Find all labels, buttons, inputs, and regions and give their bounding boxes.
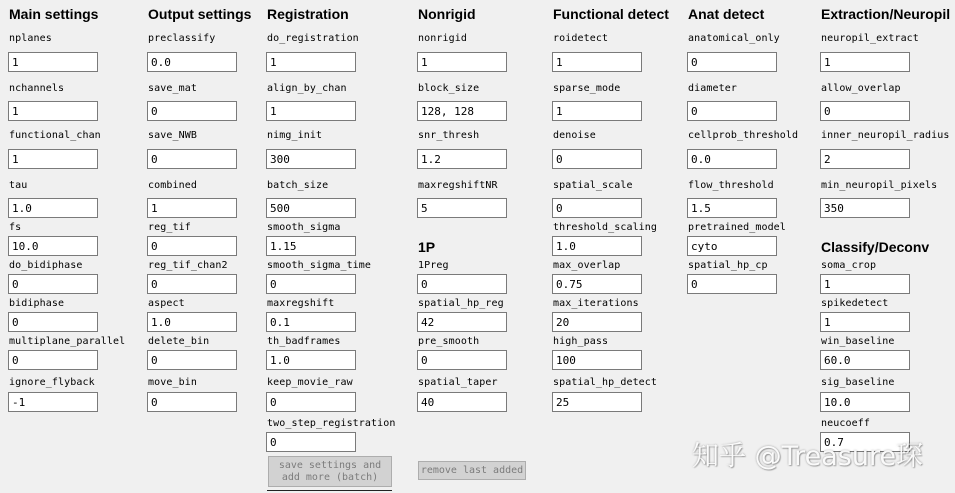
output-settings-heading: Output settings (148, 6, 252, 22)
maxregshift-input[interactable] (266, 312, 356, 332)
do-bidiphase-input[interactable] (8, 274, 98, 294)
multiplane-parallel-input[interactable] (8, 350, 98, 370)
flow-threshold-label: flow_threshold (688, 180, 774, 191)
neucoeff-label: neucoeff (821, 418, 870, 429)
remove-last-added-button[interactable]: remove last added (418, 461, 526, 480)
nimg-init-label: nimg_init (267, 130, 323, 141)
spatial-hp-reg-input[interactable] (417, 312, 507, 332)
do-registration-label: do_registration (267, 33, 359, 44)
delete-bin-label: delete_bin (148, 336, 210, 347)
combined-input[interactable] (147, 198, 237, 218)
cellprob-threshold-label: cellprob_threshold (688, 130, 799, 141)
denoise-input[interactable] (552, 149, 642, 169)
smooth-sigma-time-label: smooth_sigma_time (267, 260, 372, 271)
divider-line (267, 490, 392, 491)
tau-input[interactable] (8, 198, 98, 218)
soma-crop-label: soma_crop (821, 260, 877, 271)
neuropil-extract-input[interactable] (820, 52, 910, 72)
snr-thresh-input[interactable] (417, 149, 507, 169)
keep-movie-raw-input[interactable] (266, 392, 356, 412)
win-baseline-input[interactable] (820, 350, 910, 370)
th-badframes-input[interactable] (266, 350, 356, 370)
th-badframes-label: th_badframes (267, 336, 341, 347)
threshold-scaling-input[interactable] (552, 236, 642, 256)
spatial-hp-reg-label: spatial_hp_reg (418, 298, 504, 309)
nonrigid-label: nonrigid (418, 33, 467, 44)
spatial-taper-label: spatial_taper (418, 377, 498, 388)
diameter-input[interactable] (687, 101, 777, 121)
nonrigid-input[interactable] (417, 52, 507, 72)
fs-label: fs (9, 222, 22, 233)
anatomical-only-label: anatomical_only (688, 33, 780, 44)
preclassify-label: preclassify (148, 33, 216, 44)
sig-baseline-input[interactable] (820, 392, 910, 412)
preclassify-input[interactable] (147, 52, 237, 72)
keep-movie-raw-label: keep_movie_raw (267, 377, 353, 388)
block-size-label: block_size (418, 83, 480, 94)
1preg-input[interactable] (417, 274, 507, 294)
sparse-mode-label: sparse_mode (553, 83, 621, 94)
1preg-label: 1Preg (418, 260, 449, 271)
fs-input[interactable] (8, 236, 98, 256)
do-registration-input[interactable] (266, 52, 356, 72)
reg-tif-chan2-label: reg_tif_chan2 (148, 260, 228, 271)
move-bin-input[interactable] (147, 392, 237, 412)
high-pass-input[interactable] (552, 350, 642, 370)
tau-label: tau (9, 180, 28, 191)
diameter-label: diameter (688, 83, 737, 94)
bidiphase-input[interactable] (8, 312, 98, 332)
allow-overlap-input[interactable] (820, 101, 910, 121)
reg-tif-chan2-input[interactable] (147, 274, 237, 294)
pre-smooth-label: pre_smooth (418, 336, 480, 347)
multiplane-parallel-label: multiplane_parallel (9, 336, 126, 347)
soma-crop-input[interactable] (820, 274, 910, 294)
save-settings-batch-button[interactable]: save settings and add more (batch) (268, 456, 392, 487)
reg-tif-label: reg_tif (148, 222, 191, 233)
high-pass-label: high_pass (553, 336, 609, 347)
smooth-sigma-time-input[interactable] (266, 274, 356, 294)
spatial-scale-label: spatial_scale (553, 180, 633, 191)
delete-bin-input[interactable] (147, 350, 237, 370)
pretrained-model-label: pretrained_model (688, 222, 786, 233)
max-iterations-input[interactable] (552, 312, 642, 332)
two-step-registration-label: two_step_registration (267, 418, 396, 429)
denoise-label: denoise (553, 130, 596, 141)
aspect-label: aspect (148, 298, 185, 309)
neuropil-extract-label: neuropil_extract (821, 33, 919, 44)
maxregshiftnr-input[interactable] (417, 198, 507, 218)
inner-neuropil-radius-label: inner_neuropil_radius (821, 130, 950, 141)
ignore-flyback-label: ignore_flyback (9, 377, 95, 388)
smooth-sigma-label: smooth_sigma (267, 222, 341, 233)
classify-deconv-heading: Classify/Deconv (821, 239, 930, 255)
save-mat-input[interactable] (147, 101, 237, 121)
align-by-chan-label: align_by_chan (267, 83, 347, 94)
spatial-taper-input[interactable] (417, 392, 507, 412)
nchannels-input[interactable] (8, 101, 98, 121)
bidiphase-label: bidiphase (9, 298, 65, 309)
two-step-registration-input[interactable] (266, 432, 356, 452)
anat-detect-heading: Anat detect (688, 6, 765, 22)
snr-thresh-label: snr_thresh (418, 130, 480, 141)
min-neuropil-pixels-label: min_neuropil_pixels (821, 180, 938, 191)
sparse-mode-input[interactable] (552, 101, 642, 121)
functional-chan-input[interactable] (8, 149, 98, 169)
inner-neuropil-radius-input[interactable] (820, 149, 910, 169)
nimg-init-input[interactable] (266, 149, 356, 169)
threshold-scaling-label: threshold_scaling (553, 222, 658, 233)
functional-chan-label: functional_chan (9, 130, 101, 141)
pretrained-model-input[interactable] (687, 236, 777, 256)
save-nwb-label: save_NWB (148, 130, 197, 141)
flow-threshold-input[interactable] (687, 198, 777, 218)
spikedetect-input[interactable] (820, 312, 910, 332)
batch-size-label: batch_size (267, 180, 329, 191)
roidetect-label: roidetect (553, 33, 609, 44)
spatial-hp-detect-label: spatial_hp_detect (553, 377, 658, 388)
main-settings-heading: Main settings (9, 6, 99, 22)
spatial-hp-detect-input[interactable] (552, 392, 642, 412)
aspect-input[interactable] (147, 312, 237, 332)
nplanes-label: nplanes (9, 33, 52, 44)
anatomical-only-input[interactable] (687, 52, 777, 72)
max-iterations-label: max_iterations (553, 298, 639, 309)
extraction-neuropil-heading: Extraction/Neuropil (821, 6, 951, 22)
sig-baseline-label: sig_baseline (821, 377, 895, 388)
spatial-hp-cp-input[interactable] (687, 274, 777, 294)
reg-tif-input[interactable] (147, 236, 237, 256)
do-bidiphase-label: do_bidiphase (9, 260, 83, 271)
cellprob-threshold-input[interactable] (687, 149, 777, 169)
spatial-hp-cp-label: spatial_hp_cp (688, 260, 768, 271)
max-overlap-label: max_overlap (553, 260, 621, 271)
win-baseline-label: win_baseline (821, 336, 895, 347)
nchannels-label: nchannels (9, 83, 65, 94)
zhihu-watermark: 知乎 @Treasure琛 (692, 441, 924, 472)
functional-detect-heading: Functional detect (553, 6, 669, 22)
nonrigid-heading: Nonrigid (418, 6, 476, 22)
registration-heading: Registration (267, 6, 349, 22)
pre-smooth-input[interactable] (417, 350, 507, 370)
roidetect-input[interactable] (552, 52, 642, 72)
nplanes-input[interactable] (8, 52, 98, 72)
save-mat-label: save_mat (148, 83, 197, 94)
maxregshiftnr-label: maxregshiftNR (418, 180, 498, 191)
combined-label: combined (148, 180, 197, 191)
move-bin-label: move_bin (148, 377, 197, 388)
max-overlap-input[interactable] (552, 274, 642, 294)
block-size-input[interactable] (417, 101, 507, 121)
align-by-chan-input[interactable] (266, 101, 356, 121)
spikedetect-label: spikedetect (821, 298, 889, 309)
spatial-scale-input[interactable] (552, 198, 642, 218)
1p-heading: 1P (418, 239, 436, 255)
batch-size-input[interactable] (266, 198, 356, 218)
ignore-flyback-input[interactable] (8, 392, 98, 412)
allow-overlap-label: allow_overlap (821, 83, 901, 94)
maxregshift-label: maxregshift (267, 298, 335, 309)
min-neuropil-pixels-input[interactable] (820, 198, 910, 218)
smooth-sigma-input[interactable] (266, 236, 356, 256)
save-nwb-input[interactable] (147, 149, 237, 169)
